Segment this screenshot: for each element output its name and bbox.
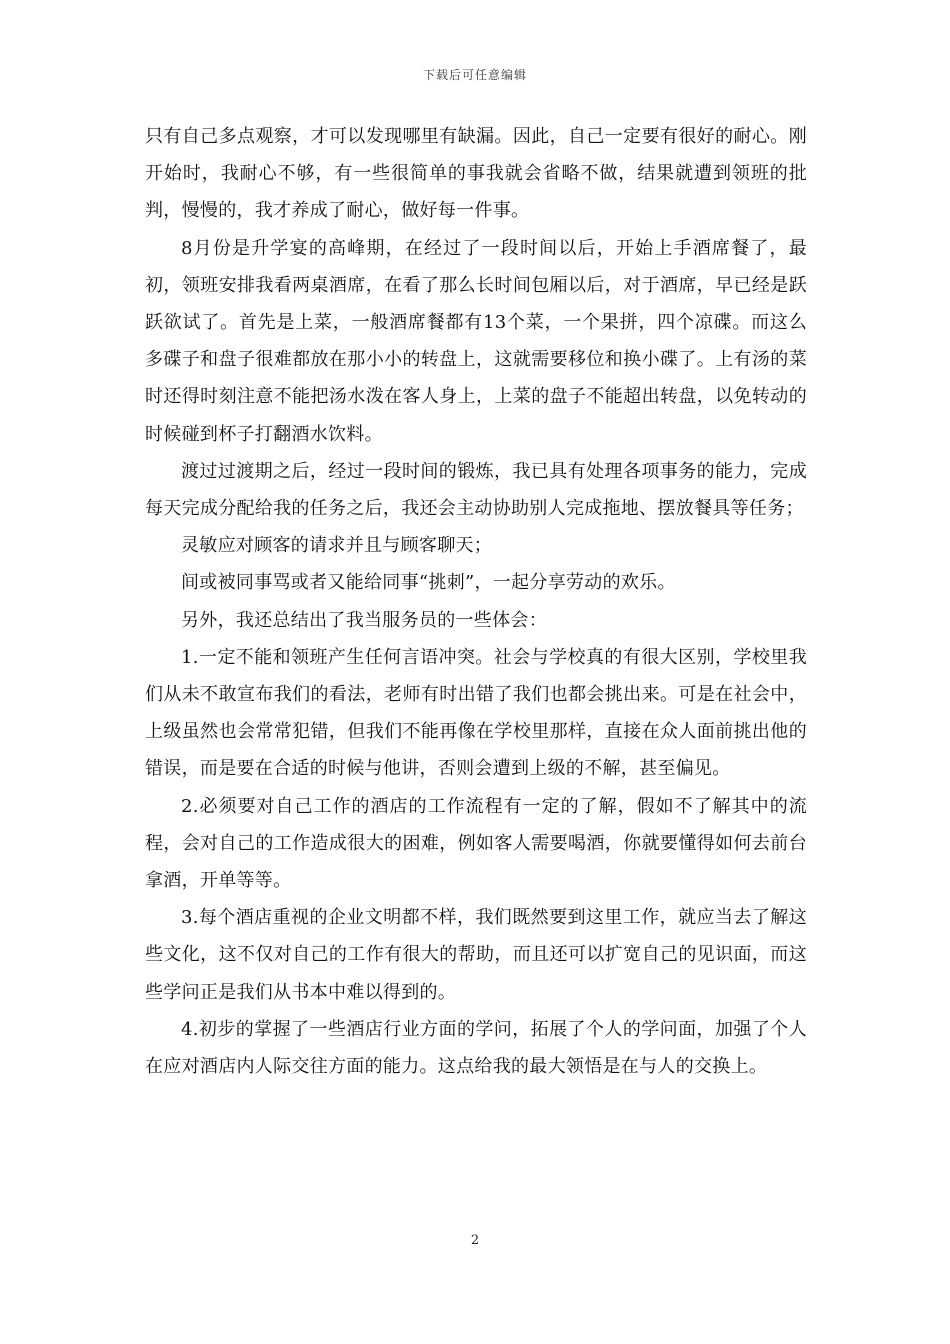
paragraph-9: 3.每个酒店重视的企业文明都不样，我们既然要到这里工作，就应当去了解这些文化，这不仅对自己的工作有很大的帮助，而且还可以扩宽自己的见识面，而这些学问正是我们从书本中难以得到的。 <box>145 907 807 1003</box>
paragraph-5: 间或被同事骂或者又能给同事“挑刺”，一起分享劳动的欢乐。 <box>181 572 676 594</box>
paragraph-2: 8月份是升学宴的高峰期，在经过了一段时间以后，开始上手酒席餐了，最初，领班安排我看两桌酒席，在看了那么长时间包厢以后，对于酒席，早已经是跃跃欲试了。首先是上菜，一般酒席餐都有13个菜，一个果拼，四个凉碟。而这么多碟子和盘子很难都放在那小小的转盘上，这就需要移位和换小碟了。上有汤的菜时还得时刻注意不能把汤水泼在客人身上，上菜的盘子不能超出转盘，以免转动的时候碰到杯子打翻酒水饮料。 <box>145 237 807 445</box>
paragraph-7: 1.一定不能和领班产生任何言语冲突。社会与学校真的有很大区别，学校里我们从未不敢宣布我们的看法，老师有时出错了我们也都会挑出来。可是在社会中，上级虽然也会常常犯错，但我们不能再像在学校里那样，直接在众人面前挑出他的错误，而是要在合适的时候与他讲，否则会遭到上级的不解，甚至偏见。 <box>145 646 807 780</box>
paragraph-10: 4.初步的掌握了一些酒店行业方面的学问，拓展了个人的学问面，加强了个人在应对酒店内人际交往方面的能力。这点给我的最大领悟是在与人的交换上。 <box>145 1018 807 1078</box>
document-body <box>145 118 807 1085</box>
paragraph-8: 2.必须要对自己工作的酒店的工作流程有一定的了解，假如不了解其中的流程，会对自己的工作造成很大的困难，例如客人需要喝酒，你就要懂得如何去前台拿酒，开单等等。 <box>145 795 807 892</box>
paragraph-6: 另外，我还总结出了我当服务员的一些体会： <box>181 609 547 631</box>
page-number: 2 <box>470 1233 480 1248</box>
paragraph-3: 渡过过渡期之后，经过一段时间的锻炼，我已具有处理各项事务的能力，完成每天完成分配给我的任务之后，我还会主动协助别人完成拖地、摆放餐具等任务； <box>145 460 807 520</box>
paragraph-1: 只有自己多点观察，才可以发现哪里有缺漏。因此，自己一定要有很好的耐心。刚开始时，我耐心不够，有一些很简单的事我就会省略不做，结果就遭到领班的批判，慢慢的，我才养成了耐心，做好每一件事。 <box>145 126 807 222</box>
paragraph-4: 灵敏应对顾客的请求并且与顾客聊天； <box>181 535 493 557</box>
page-header: 下载后可任意编辑 <box>422 68 527 82</box>
